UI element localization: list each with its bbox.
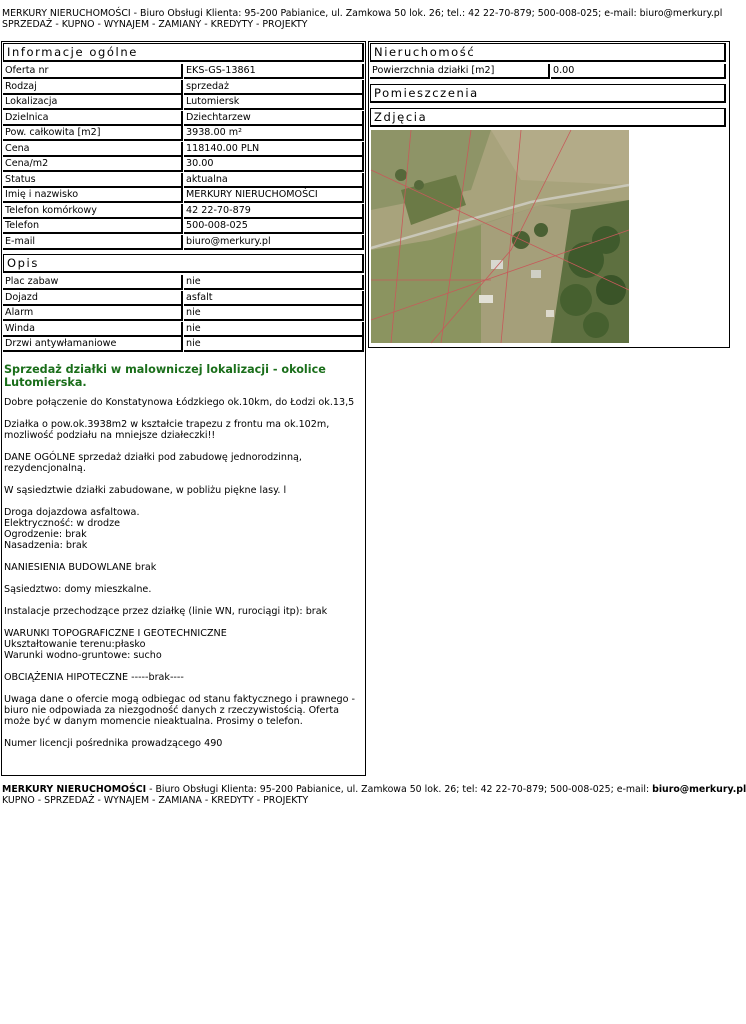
- footer-email[interactable]: biuro@merkury.pl: [652, 784, 746, 795]
- row-label: Telefon: [3, 219, 183, 234]
- description-paragraph: Droga dojazdowa asfaltowa. Elektryczność: w drodze Ogrodzenie: brak Nasadzenia: brak: [4, 507, 140, 551]
- row-label: Imię i nazwisko: [3, 188, 183, 203]
- aerial-photo[interactable]: [371, 130, 629, 343]
- section-title-opis: Opis: [3, 254, 364, 273]
- row-value: nie: [184, 322, 364, 337]
- description-paragraph: W sąsiedztwie działki zabudowane, w pobliżu piękne lasy. l: [4, 485, 287, 496]
- section-title-property: Nieruchomość: [370, 43, 726, 62]
- description-paragraph: Działka o pow.ok.3938m2 w kształcie trapezu z frontu ma ok.102m, mozliwość podziału na mniejsze działeczki!!: [4, 419, 330, 441]
- row-label: Cena/m2: [3, 157, 183, 172]
- description-paragraph: NANIESIENIA BUDOWLANE brak: [4, 562, 157, 573]
- row-value: sprzedaż: [184, 80, 364, 95]
- row-label: Oferta nr: [3, 64, 183, 79]
- description-paragraph: Numer licencji pośrednika prowadzącego 490: [4, 738, 223, 749]
- row-value: Lutomiersk: [184, 95, 364, 110]
- row-label: Dojazd: [3, 291, 183, 306]
- table-row: [3, 204, 364, 219]
- table-row: [3, 126, 364, 141]
- table-row: [3, 291, 364, 306]
- table-row: [3, 64, 364, 79]
- table-row: [3, 188, 364, 203]
- footer-brand: MERKURY NIERUCHOMOŚCI: [2, 784, 147, 795]
- table-row: [3, 95, 364, 110]
- row-label: Telefon komórkowy: [3, 204, 183, 219]
- property-area-label: Powierzchnia działki [m2]: [370, 64, 550, 79]
- row-label: Dzielnica: [3, 111, 183, 126]
- row-label: Cena: [3, 142, 183, 157]
- section-title-rooms: Pomieszczenia: [370, 84, 726, 103]
- table-row: [3, 157, 364, 172]
- property-area-value: 0.00: [551, 64, 726, 79]
- row-label: Alarm: [3, 306, 183, 321]
- table-row: [3, 219, 364, 234]
- row-label: E-mail: [3, 235, 183, 250]
- property-area-row: [370, 64, 726, 79]
- header-contact-line: MERKURY NIERUCHOMOŚCI - Biuro Obsługi Klienta: 95-200 Pabianice, ul. Zamkowa 50 lok. 26; tel.: 42 22-70-879; 500-008-025; e-mail: biuro@merkury.pl: [2, 8, 723, 19]
- row-value: 118140.00 PLN: [184, 142, 364, 157]
- row-value: 500-008-025: [184, 219, 364, 234]
- row-label: Lokalizacja: [3, 95, 183, 110]
- description-paragraph: WARUNKI TOPOGRAFICZNE I GEOTECHNICZNE Ukształtowanie terenu:płasko Warunki wodno-gruntowe: sucho: [4, 628, 227, 661]
- offer-description: [4, 363, 359, 760]
- table-row: [3, 111, 364, 126]
- description-paragraph: Instalacje przechodzące przez działkę (linie WN, rurociągi itp): brak: [4, 606, 328, 617]
- row-label: Rodzaj: [3, 80, 183, 95]
- header-services-line: SPRZEDAŻ - KUPNO - WYNAJEM - ZAMIANY - KREDYTY - PROJEKTY: [2, 19, 308, 30]
- table-row: [3, 322, 364, 337]
- row-value: Dziechtarzew: [184, 111, 364, 126]
- page-header: [2, 8, 724, 30]
- row-value: nie: [184, 337, 364, 352]
- row-label: Plac zabaw: [3, 275, 183, 290]
- footer-services-line: KUPNO - SPRZEDAŻ - WYNAJEM - ZAMIANA - KREDYTY - PROJEKTY: [2, 795, 309, 806]
- description-paragraph: Dobre połączenie do Konstatynowa Łódzkiego ok.10km, do Łodzi ok.13,5: [4, 397, 355, 408]
- row-label: Pow. całkowita [m2]: [3, 126, 183, 141]
- table-row: [3, 306, 364, 321]
- description-paragraph: OBCIĄŻENIA HIPOTECZNE -----brak----: [4, 672, 184, 683]
- row-value: EKS-GS-13861: [184, 64, 364, 79]
- footer-contact-line: [2, 784, 746, 795]
- row-value: 30.00: [184, 157, 364, 172]
- table-row: [3, 80, 364, 95]
- aerial-photo-image: [371, 130, 629, 343]
- description-paragraph: Sąsiedztwo: domy mieszkalne.: [4, 584, 152, 595]
- row-label: Winda: [3, 322, 183, 337]
- row-label: Status: [3, 173, 183, 188]
- row-value: MERKURY NIERUCHOMOŚCI: [184, 188, 364, 203]
- row-value: asfalt: [184, 291, 364, 306]
- row-value: biuro@merkury.pl: [184, 235, 364, 250]
- row-value: aktualna: [184, 173, 364, 188]
- page-footer: [2, 784, 746, 806]
- table-row: [3, 275, 364, 290]
- row-value: nie: [184, 275, 364, 290]
- row-value: nie: [184, 306, 364, 321]
- table-row: [3, 235, 364, 250]
- section-title-photos: Zdjęcia: [370, 108, 726, 127]
- description-paragraph: DANE OGÓLNE sprzedaż działki pod zabudowę jednorodzinną, rezydencjonalną.: [4, 452, 302, 474]
- description-heading: Sprzedaż działki w malowniczej lokalizacji - okolice Lutomierska.: [4, 363, 326, 389]
- row-value: 42 22-70-879: [184, 204, 364, 219]
- table-row: [3, 142, 364, 157]
- description-paragraph: Uwaga dane o ofercie mogą odbiegac od stanu faktycznego i prawnego - biuro nie odpowiada za niezgodność danych z rzeczywistością. Oferta może być w danym momencie nieaktualna. Prosimy o telefon.: [4, 694, 355, 727]
- row-label: Drzwi antywłamaniowe: [3, 337, 183, 352]
- table-row: [3, 337, 364, 352]
- section-title-general: Informacje ogólne: [3, 43, 364, 62]
- row-value: 3938.00 m²: [184, 126, 364, 141]
- footer-contact-text: - Biuro Obsługi Klienta: 95-200 Pabianice, ul. Zamkowa 50 lok. 26; tel: 42 22-70-879; 500-008-025; e-mail:: [146, 784, 653, 795]
- table-row: [3, 173, 364, 188]
